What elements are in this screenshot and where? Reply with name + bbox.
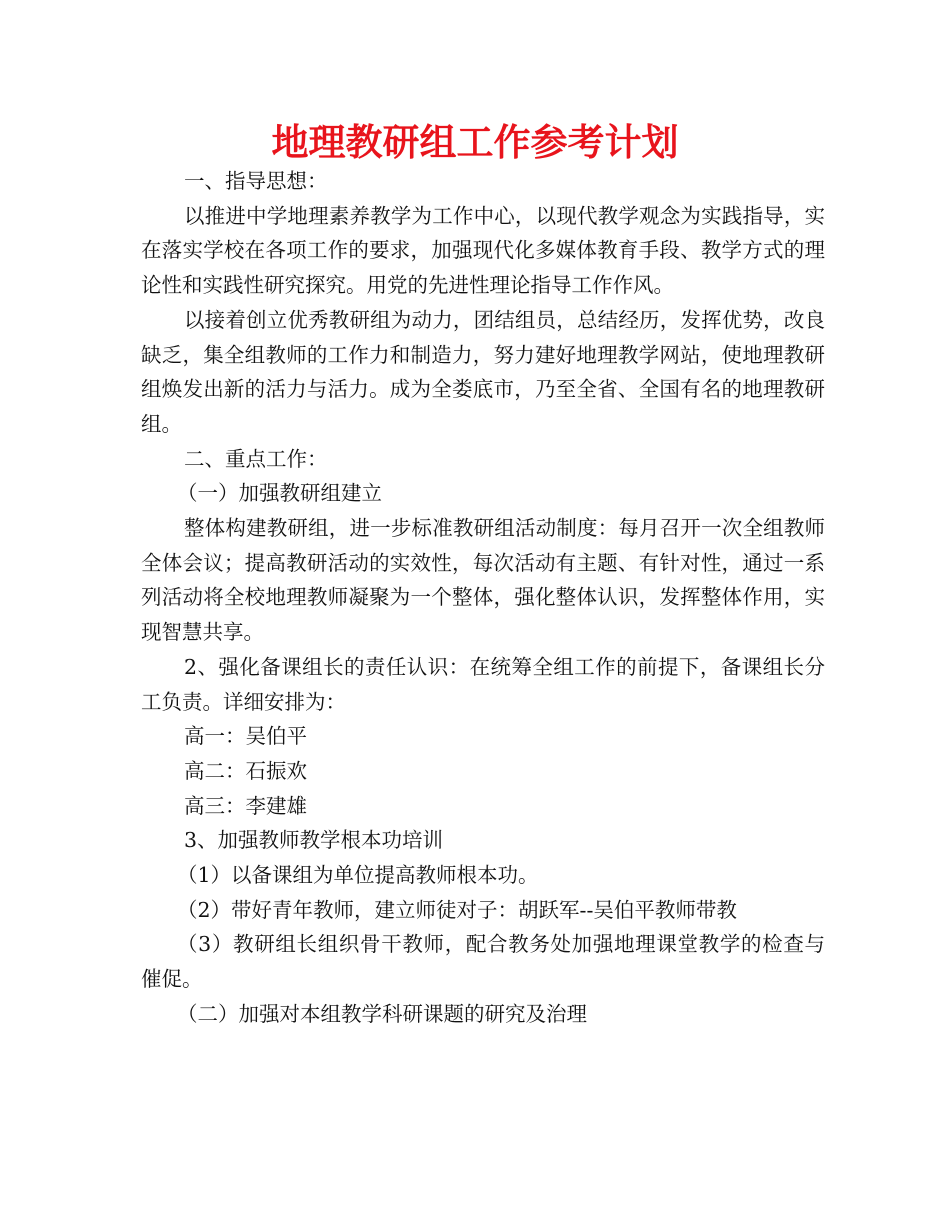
paragraph: 整体构建教研组，进一步标准教研组活动制度：每月召开一次全组教师全体会议；提高教研活动的实效性，每次活动有主题、有针对性，通过一系列活动将全校地理教师凝聚为一个整体，强化整体认识，发挥整体作用，实现智慧共享。 [141,516,825,645]
paragraph: 高二：石振欢 [184,758,307,783]
document-body [141,164,825,1032]
paragraph: 高三：李建雄 [184,793,307,818]
paragraph: 2、强化备课组长的责任认识：在统筹全组工作的前提下，备课组长分工负责。详细安排为： [141,654,825,714]
paragraph: （二）加强对本组教学科研课题的研究及治理 [177,1001,587,1026]
paragraph: （3）教研组长组织骨干教师，配合教务处加强地理课堂教学的检查与催促。 [141,932,825,992]
paragraph: 以推进中学地理素养教学为工作中心，以现代教学观念为实践指导，实在落实学校在各项工作的要求，加强现代化多媒体教育手段、教学方式的理论性和实践性研究探究。用党的先进性理论指导工作作风。 [141,203,825,298]
paragraph: （一）加强教研组建立 [177,481,382,506]
paragraph: 3、加强教师教学根本功培训 [184,828,444,853]
paragraph: （1）以备课组为单位提高教师根本功。 [177,863,539,888]
paragraph: （2）带好青年教师，建立师徒对子：胡跃军--吴伯平教师带教 [177,897,737,922]
paragraph: 高一：吴伯平 [184,724,307,749]
paragraph: 以接着创立优秀教研组为动力，团结组员，总结经历，发挥优势，改良缺乏，集全组教师的工作力和制造力，努力建好地理教学网站，使地理教研组焕发出新的活力与活力。成为全娄底市，乃至全省、全国有名的地理教研组。 [141,307,825,436]
document-title: 地理教研组工作参考计划 [271,121,679,164]
paragraph: 一、指导思想： [184,169,328,193]
paragraph: 二、重点工作： [184,446,328,471]
